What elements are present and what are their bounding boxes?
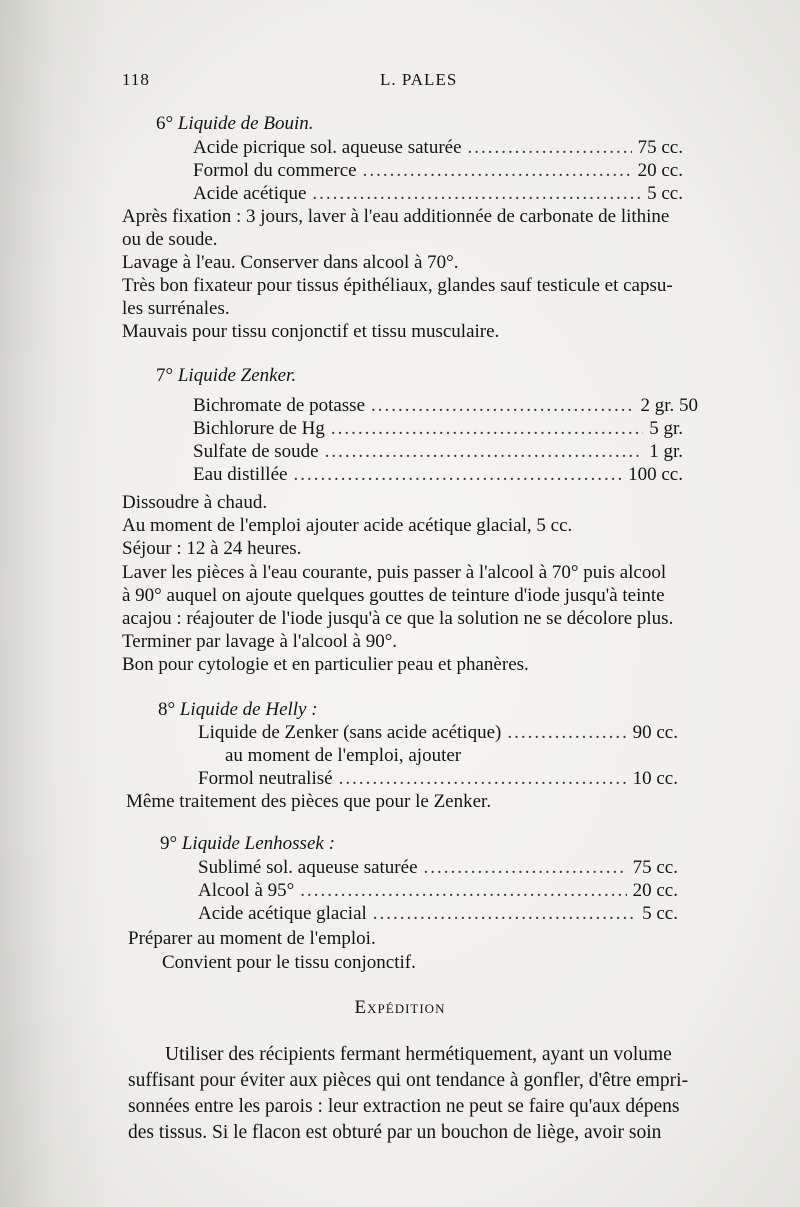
body-text-line: Préparer au moment de l'emploi. [128, 928, 376, 949]
section-8-heading [158, 698, 780, 721]
section-title-expedition: Expédition [354, 997, 446, 1018]
recipe-row [193, 394, 698, 417]
section-6-heading [156, 112, 778, 135]
section-8-title: Liquide de Helly : [179, 699, 318, 720]
dot-leader [331, 417, 643, 440]
paragraph-line: des tissus. Si le flacon est obturé par un bouchon de liège, avoir soin [128, 1122, 662, 1143]
dot-leader [468, 136, 632, 159]
section-6-title: Liquide de Bouin. [177, 113, 314, 134]
ingredient-quantity: 5 cc. [647, 183, 683, 204]
recipe-row [193, 463, 683, 486]
recipe-row [198, 767, 678, 790]
body-text-line: Même traitement des pièces que pour le Zenker. [126, 791, 492, 812]
paragraph-line: Utiliser des récipients fermant hermétiquement, ayant un volume [165, 1044, 672, 1065]
body-text-line: Convient pour le tissu conjonctif. [162, 952, 416, 973]
body-text-line: Dissoudre à chaud. [122, 492, 268, 513]
body-text-line: Très bon fixateur pour tissus épithéliaux, glandes sauf testicule et capsu- [122, 275, 673, 296]
ingredient-name: Bichromate de potasse [193, 395, 366, 416]
body-text-line: Bon pour cytologie et en particulier peau et phanères. [122, 654, 529, 675]
section-7-number: 7° [156, 365, 174, 386]
section-7-heading [156, 364, 778, 387]
section-9-title: Liquide Lenhossek : [181, 833, 335, 854]
ingredient-quantity: 75 cc. [632, 857, 678, 878]
section-9-number: 9° [160, 833, 178, 854]
dot-leader [339, 767, 627, 790]
ingredient-quantity: 1 gr. [649, 441, 683, 462]
dot-leader [424, 856, 627, 879]
ingredient-name: Alcool à 95° [198, 880, 295, 901]
running-title: L. PALES [380, 70, 458, 89]
dot-leader [325, 440, 644, 463]
paragraph-line: suffisant pour éviter aux pièces qui ont tendance à gonfler, d'être empri- [128, 1070, 689, 1091]
dot-leader [371, 394, 634, 417]
recipe-row [193, 159, 683, 182]
body-text-line: les surrénales. [122, 298, 230, 319]
body-text-line: ou de soude. [122, 229, 218, 250]
dot-leader [293, 463, 622, 486]
ingredient-quantity: 90 cc. [632, 722, 678, 743]
section-6-number: 6° [156, 113, 174, 134]
recipe-row [198, 902, 678, 925]
section-9-heading [160, 832, 782, 855]
recipe-row [193, 182, 683, 205]
body-text-line: Laver les pièces à l'eau courante, puis passer à l'alcool à 70° puis alcool [122, 562, 667, 583]
dot-leader [312, 182, 641, 205]
body-text-line: Mauvais pour tissu conjonctif et tissu musculaire. [122, 321, 500, 342]
recipe-row [198, 856, 678, 879]
recipe-row [193, 417, 683, 440]
section-7-title: Liquide Zenker. [177, 365, 297, 386]
page-gutter-shadow [0, 0, 110, 1207]
recipe-row [193, 440, 683, 463]
ingredient-quantity: 5 cc. [642, 903, 678, 924]
body-text-line: au moment de l'emploi, ajouter [225, 745, 462, 766]
ingredient-name: Acide picrique sol. aqueuse saturée [193, 137, 462, 158]
recipe-row [193, 136, 683, 159]
ingredient-quantity: 20 cc. [632, 880, 678, 901]
ingredient-quantity: 20 cc. [637, 160, 683, 181]
recipe-row [198, 721, 678, 744]
ingredient-quantity: 100 cc. [628, 464, 683, 485]
ingredient-quantity: 75 cc. [637, 137, 683, 158]
ingredient-name: Eau distillée [193, 464, 288, 485]
ingredient-name: Bichlorure de Hg [193, 418, 325, 439]
ingredient-name: Liquide de Zenker (sans acide acétique) [198, 722, 502, 743]
body-text-line: Terminer par lavage à l'alcool à 90°. [122, 631, 398, 652]
ingredient-name: Formol du commerce [193, 160, 357, 181]
body-text-line: Séjour : 12 à 24 heures. [122, 538, 302, 559]
dot-leader [373, 902, 636, 925]
dot-leader [300, 879, 626, 902]
body-text-line: acajou : réajouter de l'iode jusqu'à ce que la solution ne se décolore plus. [122, 608, 674, 629]
ingredient-quantity: 10 cc. [632, 768, 678, 789]
page-number: 118 [122, 70, 150, 89]
ingredient-quantity: 2 gr. 50 [640, 395, 698, 416]
ingredient-name: Sulfate de soude [193, 441, 319, 462]
ingredient-name: Acide acétique [193, 183, 307, 204]
paragraph-line: sonnées entre les parois : leur extraction ne peut se faire qu'aux dépens [128, 1096, 680, 1117]
dot-leader [507, 721, 626, 744]
ingredient-name: Acide acétique glacial [198, 903, 367, 924]
body-text-line: Au moment de l'emploi ajouter acide acétique glacial, 5 cc. [122, 515, 573, 536]
recipe-row [198, 879, 678, 902]
ingredient-quantity: 5 gr. [649, 418, 683, 439]
section-8-number: 8° [158, 699, 176, 720]
ingredient-name: Formol neutralisé [198, 768, 333, 789]
body-text-line: Après fixation : 3 jours, laver à l'eau additionnée de carbonate de lithine [122, 206, 670, 227]
body-text-line: à 90° auquel on ajoute quelques gouttes de teinture d'iode jusqu'à teinte [122, 585, 665, 606]
dot-leader [363, 159, 632, 182]
body-text-line: Lavage à l'eau. Conserver dans alcool à 70°. [122, 252, 459, 273]
ingredient-name: Sublimé sol. aqueuse saturée [198, 857, 418, 878]
